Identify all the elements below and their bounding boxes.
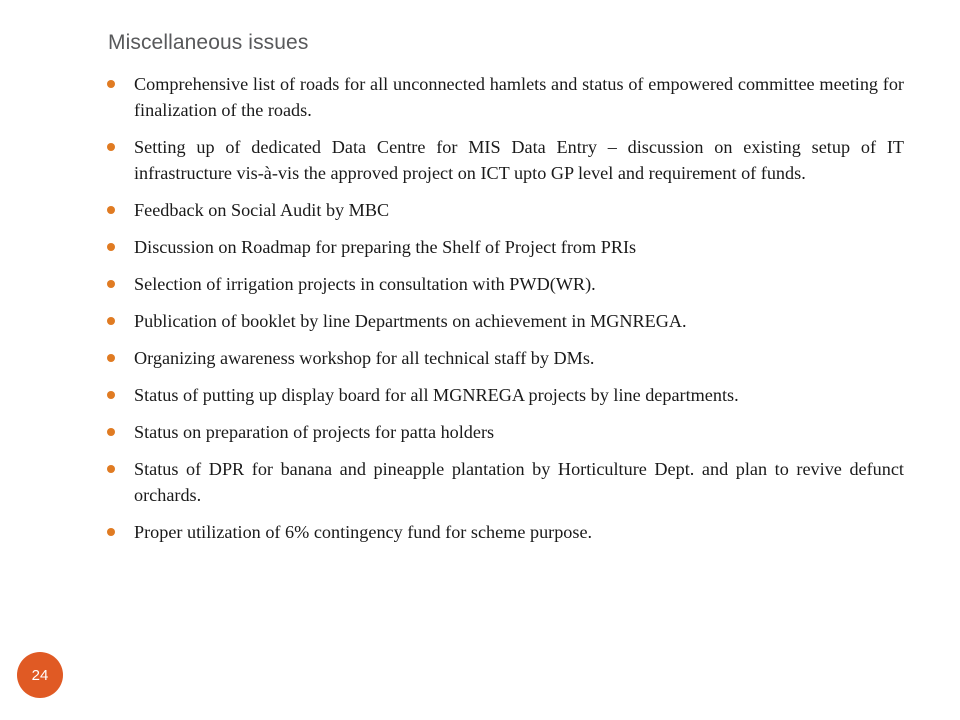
bullet-dot-icon	[107, 243, 115, 251]
bullet-text: Feedback on Social Audit by MBC	[134, 200, 390, 220]
bullet-dot-icon	[107, 280, 115, 288]
bullet-dot-icon	[107, 354, 115, 362]
bullet-item	[107, 271, 904, 297]
bullet-text: Status on preparation of projects for patta holders	[134, 422, 495, 442]
bullet-text: Setting up of dedicated Data Centre for MIS Data Entry – discussion on existing setup of IT infrastructure vis-à-vis the approved project on ICT upto GP level and requirement of funds.	[134, 137, 904, 183]
bullet-item	[107, 382, 904, 408]
bullet-text: Publication of booklet by line Departments on achievement in MGNREGA.	[134, 311, 687, 331]
bullet-text: Proper utilization of 6% contingency fund for scheme purpose.	[134, 522, 593, 542]
bullet-text: Status of putting up display board for all MGNREGA projects by line departments.	[134, 385, 739, 405]
bullet-dot-icon	[107, 206, 115, 214]
bullet-item	[107, 456, 904, 508]
bullet-dot-icon	[107, 391, 115, 399]
bullet-text: Selection of irrigation projects in consultation with PWD(WR).	[134, 274, 596, 294]
bullet-dot-icon	[107, 528, 115, 536]
slide-title: Miscellaneous issues	[108, 31, 309, 54]
bullet-item	[107, 71, 904, 123]
bullet-dot-icon	[107, 317, 115, 325]
bullet-text: Organizing awareness workshop for all technical staff by DMs.	[134, 348, 595, 368]
bullet-item	[107, 345, 904, 371]
bullet-list	[107, 71, 904, 556]
bullet-dot-icon	[107, 465, 115, 473]
bullet-item	[107, 308, 904, 334]
bullet-item	[107, 197, 904, 223]
page-number-badge: 24	[17, 652, 63, 698]
bullet-text: Discussion on Roadmap for preparing the Shelf of Project from PRIs	[134, 237, 637, 257]
bullet-item	[107, 134, 904, 186]
bullet-dot-icon	[107, 428, 115, 436]
bullet-text: Status of DPR for banana and pineapple plantation by Horticulture Dept. and plan to revive defunct orchards.	[134, 459, 904, 505]
bullet-item	[107, 419, 904, 445]
bullet-dot-icon	[107, 143, 115, 151]
bullet-dot-icon	[107, 80, 115, 88]
bullet-item	[107, 234, 904, 260]
bullet-text: Comprehensive list of roads for all unconnected hamlets and status of empowered committee meeting for finalization of the roads.	[134, 74, 904, 120]
bullet-item	[107, 519, 904, 545]
